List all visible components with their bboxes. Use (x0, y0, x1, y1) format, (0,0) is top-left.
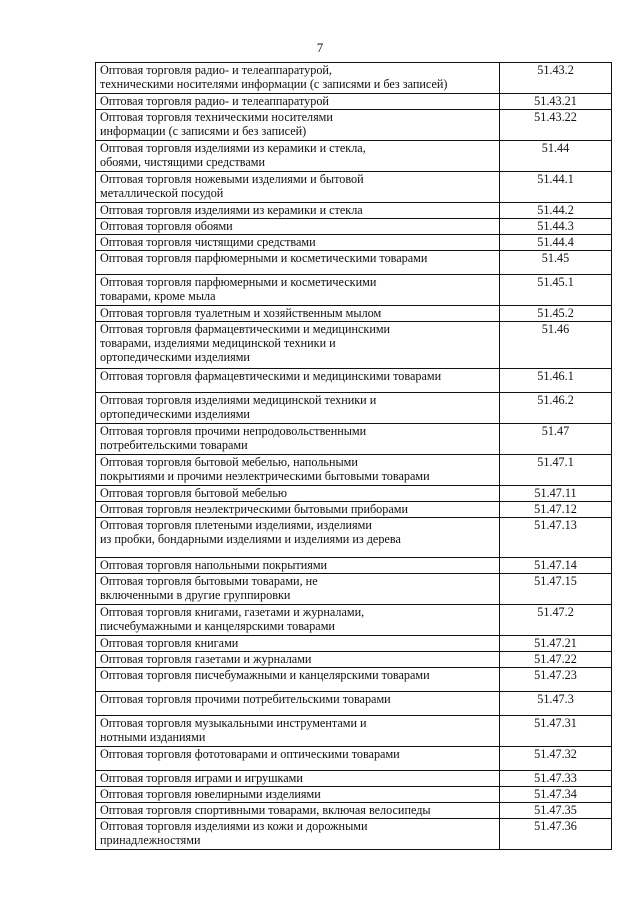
activity-name-cell: Оптовая торговля обоями (96, 219, 500, 235)
table-row (96, 94, 612, 110)
table-row (96, 574, 612, 605)
activity-name-cell: Оптовая торговля радио- и телеаппаратурой (96, 94, 500, 110)
table-row (96, 787, 612, 803)
activity-code-cell: 51.45 (500, 251, 612, 275)
activity-name-cell: Оптовая торговля фармацевтическими и медицинскими товарами (96, 369, 500, 393)
table-row (96, 251, 612, 275)
activity-code-cell: 51.47.35 (500, 803, 612, 819)
table-row (96, 803, 612, 819)
activity-code-cell: 51.47.23 (500, 668, 612, 692)
activity-code-cell: 51.47.34 (500, 787, 612, 803)
activity-code-cell: 51.46 (500, 322, 612, 369)
table-row (96, 424, 612, 455)
activity-name-cell: Оптовая торговля парфюмерными и косметическими товарами, кроме мыла (96, 275, 500, 306)
classification-table (95, 62, 612, 850)
table-row (96, 235, 612, 251)
activity-code-cell: 51.45.1 (500, 275, 612, 306)
table-row (96, 203, 612, 219)
table-row (96, 172, 612, 203)
table-row (96, 605, 612, 636)
activity-name-cell: Оптовая торговля прочими непродовольственными потребительскими товарами (96, 424, 500, 455)
activity-code-cell: 51.47.36 (500, 819, 612, 850)
table-row (96, 819, 612, 850)
table-row (96, 502, 612, 518)
table-row (96, 692, 612, 716)
table-row (96, 455, 612, 486)
activity-name-cell: Оптовая торговля плетеными изделиями, изделиями из пробки, бондарными изделиями и изделиями из дерева (96, 518, 500, 558)
activity-code-cell: 51.47.15 (500, 574, 612, 605)
activity-code-cell: 51.47.21 (500, 636, 612, 652)
table-row (96, 63, 612, 94)
activity-code-cell: 51.47.11 (500, 486, 612, 502)
activity-name-cell: Оптовая торговля бытовыми товарами, не включенными в другие группировки (96, 574, 500, 605)
activity-code-cell: 51.44.4 (500, 235, 612, 251)
activity-name-cell: Оптовая торговля бытовой мебелью (96, 486, 500, 502)
table-row (96, 369, 612, 393)
activity-name-cell: Оптовая торговля ножевыми изделиями и бытовой металлической посудой (96, 172, 500, 203)
activity-name-cell: Оптовая торговля ювелирными изделиями (96, 787, 500, 803)
activity-code-cell: 51.44.2 (500, 203, 612, 219)
activity-name-cell: Оптовая торговля книгами, газетами и журналами, писчебумажными и канцелярскими товарами (96, 605, 500, 636)
page-number: 7 (316, 40, 324, 55)
activity-code-cell: 51.47.3 (500, 692, 612, 716)
activity-name-cell: Оптовая торговля бытовой мебелью, напольными покрытиями и прочими неэлектрическими бытовыми товарами (96, 455, 500, 486)
table-row (96, 141, 612, 172)
activity-code-cell: 51.47.1 (500, 455, 612, 486)
activity-code-cell: 51.44.3 (500, 219, 612, 235)
activity-name-cell: Оптовая торговля играми и игрушками (96, 771, 500, 787)
activity-name-cell: Оптовая торговля чистящими средствами (96, 235, 500, 251)
activity-name-cell: Оптовая торговля музыкальными инструментами и нотными изданиями (96, 716, 500, 747)
table-body (96, 63, 612, 850)
table-row (96, 219, 612, 235)
table-row (96, 110, 612, 141)
activity-name-cell: Оптовая торговля изделиями из керамики и стекла, обоями, чистящими средствами (96, 141, 500, 172)
activity-code-cell: 51.47.13 (500, 518, 612, 558)
activity-code-cell: 51.47.31 (500, 716, 612, 747)
activity-code-cell: 51.47 (500, 424, 612, 455)
table-row (96, 636, 612, 652)
activity-name-cell: Оптовая торговля прочими потребительскими товарами (96, 692, 500, 716)
activity-code-cell: 51.47.14 (500, 558, 612, 574)
activity-code-cell: 51.43.21 (500, 94, 612, 110)
activity-code-cell: 51.47.12 (500, 502, 612, 518)
activity-name-cell: Оптовая торговля книгами (96, 636, 500, 652)
activity-name-cell: Оптовая торговля парфюмерными и косметическими товарами (96, 251, 500, 275)
activity-code-cell: 51.46.2 (500, 393, 612, 424)
table-row (96, 322, 612, 369)
table-row (96, 668, 612, 692)
table-row (96, 771, 612, 787)
table-row (96, 716, 612, 747)
activity-code-cell: 51.47.32 (500, 747, 612, 771)
table-row (96, 393, 612, 424)
table-row (96, 306, 612, 322)
activity-name-cell: Оптовая торговля изделиями медицинской техники и ортопедическими изделиями (96, 393, 500, 424)
activity-name-cell: Оптовая торговля фототоварами и оптическими товарами (96, 747, 500, 771)
activity-code-cell: 51.44 (500, 141, 612, 172)
table-row (96, 558, 612, 574)
activity-code-cell: 51.47.22 (500, 652, 612, 668)
activity-code-cell: 51.43.2 (500, 63, 612, 94)
activity-name-cell: Оптовая торговля фармацевтическими и медицинскими товарами, изделиями медицинской техники и ортопедическими изделиями (96, 322, 500, 369)
activity-name-cell: Оптовая торговля газетами и журналами (96, 652, 500, 668)
activity-code-cell: 51.45.2 (500, 306, 612, 322)
activity-code-cell: 51.46.1 (500, 369, 612, 393)
activity-name-cell: Оптовая торговля техническими носителями информации (с записями и без записей) (96, 110, 500, 141)
table-row (96, 486, 612, 502)
activity-name-cell: Оптовая торговля изделиями из керамики и стекла (96, 203, 500, 219)
table-row (96, 652, 612, 668)
activity-name-cell: Оптовая торговля напольными покрытиями (96, 558, 500, 574)
activity-code-cell: 51.47.2 (500, 605, 612, 636)
activity-name-cell: Оптовая торговля писчебумажными и канцелярскими товарами (96, 668, 500, 692)
table-row (96, 518, 612, 558)
activity-name-cell: Оптовая торговля изделиями из кожи и дорожными принадлежностями (96, 819, 500, 850)
activity-name-cell: Оптовая торговля неэлектрическими бытовыми приборами (96, 502, 500, 518)
activity-code-cell: 51.47.33 (500, 771, 612, 787)
table-row (96, 747, 612, 771)
activity-name-cell: Оптовая торговля спортивными товарами, включая велосипеды (96, 803, 500, 819)
activity-code-cell: 51.44.1 (500, 172, 612, 203)
activity-name-cell: Оптовая торговля туалетным и хозяйственным мылом (96, 306, 500, 322)
activity-name-cell: Оптовая торговля радио- и телеаппаратурой, техническими носителями информации (с записями и без записей) (96, 63, 500, 94)
activity-code-cell: 51.43.22 (500, 110, 612, 141)
table-row (96, 275, 612, 306)
